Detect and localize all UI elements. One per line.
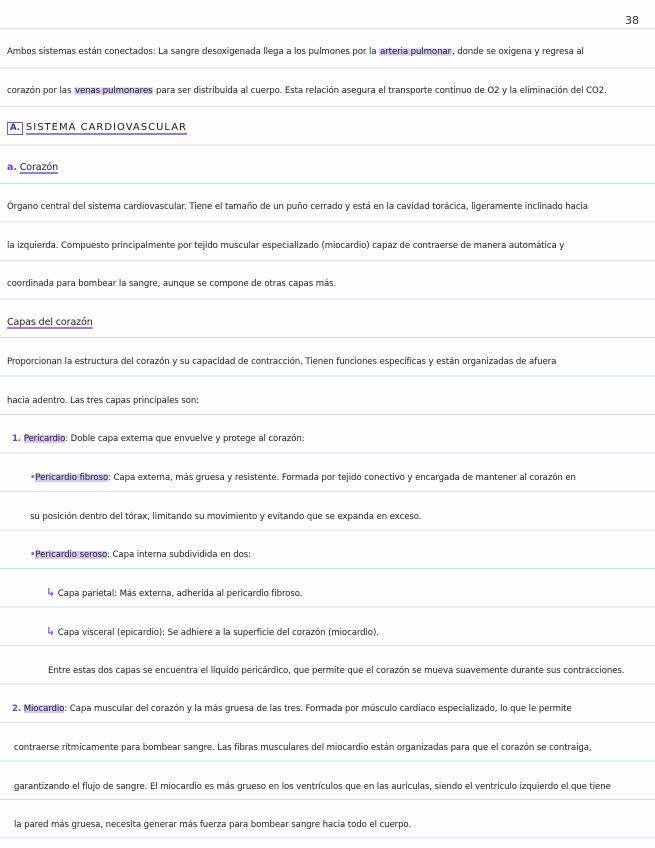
bullet-icon: • [30, 550, 36, 560]
corazon-text-3: coordinada para bombear la sangre, aunque se compone de otras capas más. [7, 279, 337, 289]
section-title: SISTEMA CARDIOVASCULAR [25, 122, 188, 133]
section-heading [7, 122, 649, 135]
subheading-title: Corazón [19, 162, 59, 173]
item-number-2: 2. [12, 704, 22, 714]
liquido-pericardico-text: Entre estas dos capas se encuentra el líquido pericárdico, que permite que el corazón se mueva suavemente durante sus contracciones. [48, 666, 625, 676]
arteria-pulmonar-highlight: arteria pulmonar [380, 47, 452, 57]
subheading-corazon [7, 162, 649, 174]
subheading-label: a. [7, 162, 17, 173]
pericardio-fibroso-item [30, 472, 649, 484]
pericardio-term: Pericardio [23, 434, 66, 444]
miocardio-text-2: contraerse rítmicamente para bombear sangre. Las fibras musculares del miocardio están organizadas para que el corazón se contraiga, [14, 743, 592, 753]
section-letter: A. [7, 122, 23, 135]
item-number-1: 1. [12, 434, 22, 444]
miocardio-item [12, 703, 649, 715]
capa-parietal-text: Capa parietal: Más externa, adherida al pericardio fibroso. [57, 589, 303, 599]
intro-text-2a: corazón por las [7, 86, 74, 96]
bullet-icon: • [30, 473, 36, 483]
capa-visceral-item [46, 626, 649, 639]
miocardio-text-3: garantizando el flujo de sangre. El miocardio es más grueso en los ventrículos que en las aurículas, siendo el ventrículo izquierdo el que tiene [14, 782, 611, 792]
pericardio-fibroso-term: Pericardio fibroso [35, 473, 109, 483]
capa-visceral-text: Capa visceral (epicardio): Se adhiere a la superficie del corazón (miocardio). [57, 628, 379, 638]
capas-title: Capas del corazón [7, 317, 93, 328]
corazon-text-2: la izquierda. Compuesto principalmente por tejido muscular especializado (miocardio) capaz de contraerse de manera automática y [7, 241, 565, 251]
pericardio-seroso-term: Pericardio seroso [35, 550, 108, 560]
pericardio-fibroso-text: : Capa externa, más gruesa y resistente. Formada por tejido conectivo y encargada de mantener al corazón en [108, 473, 576, 483]
pericardio-item [12, 433, 649, 445]
intro-text-1a: Ambos sistemas están conectados: La sangre desoxigenada llega a los pulmones por la [7, 47, 380, 57]
pericardio-seroso-item [30, 549, 649, 561]
page-number: 38 [625, 14, 639, 27]
venas-pulmonares-highlight: venas pulmonares [74, 86, 153, 96]
intro-text-1c: , donde se oxigena y regresa al [452, 47, 584, 57]
intro-text-2c: para ser distribuida al cuerpo. Esta relación asegura el transporte continuo de O2 y la eliminación del CO2. [153, 86, 607, 96]
miocardio-term: Miocardio [23, 704, 65, 714]
pericardio-fibroso-text-2: su posición dentro del tórax, limitando su movimiento y evitando que se expanda en exceso. [30, 512, 422, 522]
capa-parietal-item [46, 587, 649, 600]
arrow-return-icon: ↳ [46, 586, 56, 599]
pericardio-text: : Doble capa externa que envuelve y protege al corazón: [65, 434, 305, 444]
capas-text-1: Proporcionan la estructura del corazón y su capacidad de contracción. Tienen funciones específicas y están organizadas de afuera [7, 357, 557, 367]
capas-heading [7, 317, 649, 329]
intro-line-1 [7, 46, 649, 58]
pericardio-seroso-text: : Capa interna subdividida en dos: [107, 550, 251, 560]
corazon-text-1: Órgano central del sistema cardiovascular. Tiene el tamaño de un puño cerrado y está en la cavidad torácica, ligeramente inclinado hacia [7, 202, 588, 212]
miocardio-text-4: la pared más gruesa, necesita generar más fuerza para bombear sangre hacia todo el cuerpo. [14, 820, 412, 830]
capas-text-2: hacia adentro. Las tres capas principales son: [7, 396, 199, 406]
arrow-return-icon: ↳ [46, 625, 56, 638]
miocardio-text: : Capa muscular del corazón y la más gruesa de las tres. Formada por músculo cardíaco especializado, lo que le permite [64, 704, 572, 714]
intro-line-2 [7, 85, 649, 97]
